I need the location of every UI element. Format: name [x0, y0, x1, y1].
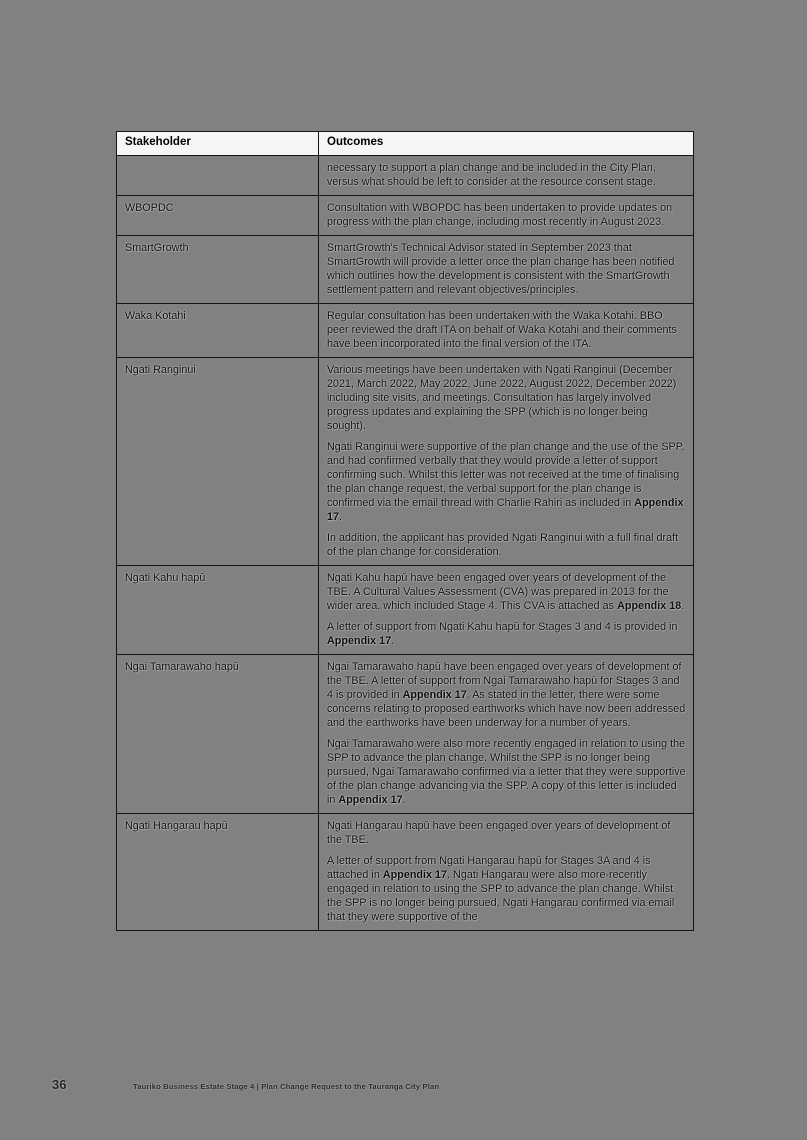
stakeholder-outcomes-table — [116, 131, 694, 931]
stakeholder-outcomes-table-container — [116, 131, 695, 1001]
outcomes-cell — [319, 358, 694, 566]
outcome-paragraph: Ngai Tamarawaho were also more recently engaged in relation to using the SPP to advance the plan change. Whilst the SPP is no longer being pursued, Ngai Tamarawaho confirmed via a letter that they were supportive of the plan change advancing via the SPP. A copy of this letter is included in Appendix 17. — [327, 738, 686, 806]
outcomes-cell — [319, 196, 694, 236]
stakeholder-cell: Waka Kotahi — [117, 304, 319, 358]
table-row — [117, 236, 694, 304]
outcome-paragraph: Ngai Tamarawaho hapū have been engaged over years of development of the TBE. A letter of support from Ngai Tamarawaho hapū for Stages 3 and 4 is provided in Appendix 17. As stated in the letter, there were some concerns relating to proposed earthworks which have now been addressed and the earthworks have been underway for a number of years. — [327, 661, 686, 729]
outcomes-cell — [319, 156, 694, 196]
outcomes-cell — [319, 814, 694, 931]
table-body — [117, 156, 694, 931]
outcome-paragraph: Consultation with WBOPDC has been undertaken to provide updates on progress with the plan change, including most recently in August 2023. — [327, 202, 673, 228]
table-row — [117, 814, 694, 931]
stakeholder-cell: Ngati Ranginui — [117, 358, 319, 566]
outcome-paragraph: A letter of support from Ngati Kahu hapū for Stages 3 and 4 is provided in Appendix 17. — [327, 621, 678, 647]
table-row — [117, 358, 694, 566]
outcome-paragraph: Ngati Ranginui were supportive of the plan change and the use of the SPP, and had confirmed verbally that they would provide a letter of support confirming such. Whilst this letter was not received at the time of finalising the plan change request, the verbal support for the plan change is confirmed via the email thread with Charlie Rahiri as included in Appendix 17. — [327, 441, 685, 523]
stakeholder-cell: SmartGrowth — [117, 236, 319, 304]
outcome-paragraph: In addition, the applicant has provided Ngati Ranginui with a full final draft of the plan change for consideration. — [327, 532, 679, 558]
outcomes-cell — [319, 304, 694, 358]
table-row — [117, 196, 694, 236]
outcome-paragraph: Various meetings have been undertaken with Ngati Ranginui (December 2021, March 2022, May 2022, June 2022, August 2022, December 2022) including site visits, and meetings. Consultation has largely involved progress updates and explaining the SPP (which is no longer being sought). — [327, 364, 677, 432]
table-row — [117, 156, 694, 196]
stakeholder-cell: Ngai Tamarawaho hapū — [117, 655, 319, 814]
stakeholder-cell: WBOPDC — [117, 196, 319, 236]
column-header-stakeholder: Stakeholder — [117, 132, 319, 156]
table-row — [117, 304, 694, 358]
outcomes-cell — [319, 566, 694, 655]
outcome-paragraph: Ngati Hangarau hapū have been engaged over years of development of the TBE. — [327, 820, 671, 846]
footer-document-title: Tauriko Business Estate Stage 4 | Plan Change Request to the Tauranga City Plan — [133, 1082, 440, 1091]
outcome-paragraph: Ngati Kahu hapū have been engaged over years of development of the TBE. A Cultural Values Assessment (CVA) was prepared in 2013 for the wider area, which included Stage 4. This CVA is attached as Appendix 18. — [327, 572, 685, 612]
table-header-row — [117, 132, 694, 156]
page-number: 36 — [52, 1077, 67, 1092]
table-row — [117, 655, 694, 814]
table-row — [117, 566, 694, 655]
outcomes-cell — [319, 655, 694, 814]
column-header-outcomes: Outcomes — [319, 132, 694, 156]
outcome-paragraph: SmartGrowth's Technical Advisor stated in September 2023 that SmartGrowth will provide a letter once the plan change has been notified which outlines how the development is consistent with the SmartGrowth settlement pattern and relevant objectives/principles. — [327, 242, 675, 296]
outcomes-cell — [319, 236, 694, 304]
outcome-paragraph: necessary to support a plan change and be included in the City Plan, versus what should be left to consider at the resource consent stage. — [327, 162, 656, 188]
stakeholder-cell: Ngati Hangarau hapū — [117, 814, 319, 931]
outcome-paragraph: A letter of support from Ngati Hangarau hapū for Stages 3A and 4 is attached in Appendix 17. Ngati Hangarau were also more-recently engaged in relation to using the SPP to advance the plan change. Whilst the SPP is no longer being pursued, Ngati Hangarau confirmed via email that they were supportive of the — [327, 855, 675, 923]
outcome-paragraph: Regular consultation has been undertaken with the Waka Kotahi. BBO peer reviewed the draft ITA on behalf of Waka Kotahi and their comments have been incorporated into the final version of the ITA. — [327, 310, 677, 350]
stakeholder-cell — [117, 156, 319, 196]
stakeholder-cell: Ngati Kahu hapū — [117, 566, 319, 655]
